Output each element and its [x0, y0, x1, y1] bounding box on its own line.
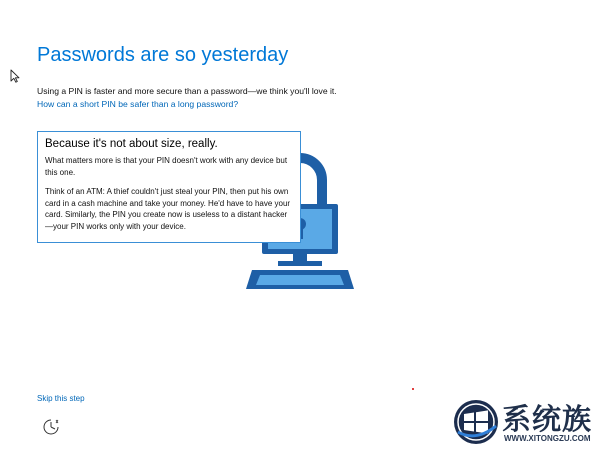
mouse-cursor-icon: [10, 69, 20, 83]
tip-paragraph-2: Think of an ATM: A thief couldn't just steal your PIN, then put his own card in a cash machine and take your money. He'd have to have your card. Similarly, the PIN you create now is useless to a distant hacker—your PIN works only with your device.: [45, 187, 291, 231]
pin-safety-help-link[interactable]: How can a short PIN be safer than a long password?: [37, 99, 239, 109]
stray-pixel-dot: [412, 388, 414, 390]
skip-this-step-link[interactable]: Skip this step: [37, 394, 85, 403]
watermark-url: WWW.XITONGZU.COM: [504, 434, 591, 443]
page-title: Passwords are so yesterday: [37, 44, 289, 66]
watermark-name: 系统族: [502, 402, 593, 436]
tip-paragraph-1: What matters more is that your PIN doesn't work with any device but this one.: [45, 156, 288, 177]
tip-title: Because it's not about size, really.: [45, 138, 218, 150]
ease-of-access-icon[interactable]: [42, 418, 60, 436]
intro-text: Using a PIN is faster and more secure than a password—we think you'll love it.: [37, 86, 337, 96]
pin-tip-box: [37, 131, 301, 243]
watermark: [446, 394, 600, 450]
windows-logo-icon: [452, 398, 500, 446]
